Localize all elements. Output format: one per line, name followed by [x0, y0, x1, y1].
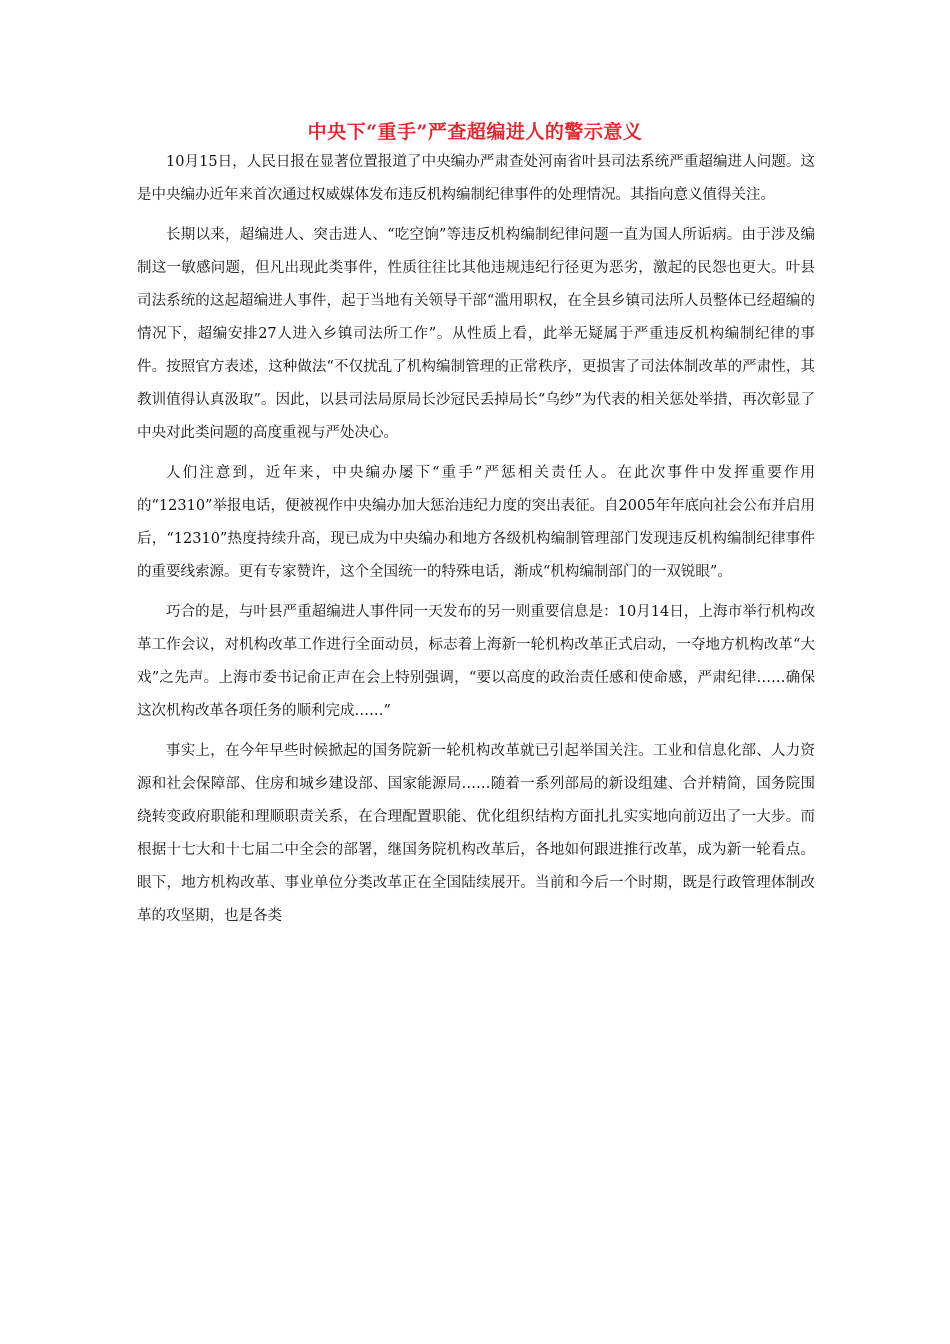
paragraph-3: 人们注意到，近年来，中央编办屡下“重手”严惩相关责任人。在此次事件中发挥重要作用的“12310”举报电话，便被视作中央编办加大惩治违纪力度的突出表征。自2005年年底向社会公布并启用后，“12310”热度持续升高，现已成为中央编办和地方各级机构编制管理部门发现违反机构编制纪律事件的重要线索源。更有专家赞许，这个全国统一的特殊电话，渐成“机构编制部门的一双锐眼”。	[137, 465, 815, 580]
paragraph-4: 巧合的是，与叶县严重超编进人事件同一天发布的另一则重要信息是：10月14日，上海市举行机构改革工作会议，对机构改革工作进行全面动员，标志着上海新一轮机构改革正式启动，一夺地方机构改革“大戏”之先声。上海市委书记俞正声在会上特别强调，“要以高度的政治责任感和使命感，严肃纪律……确保这次机构改革各项任务的顺利完成……”	[137, 604, 815, 719]
paragraph-1: 10月15日，人民日报在显著位置报道了中央编办严肃查处河南省叶县司法系统严重超编进人问题。这是中央编办近年来首次通过权威媒体发布违反机构编制纪律事件的处理情况。其指向意义值得关注。	[137, 154, 815, 203]
article-title: 中央下“重手”严查超编进人的警示意义	[307, 121, 643, 143]
paragraph-2: 长期以来，超编进人、突击进人、“吃空饷”等违反机构编制纪律问题一直为国人所诟病。由于涉及编制这一敏感问题，但凡出现此类事件，性质往往比其他违规违纪行径更为恶劣，激起的民怨也更大。叶县司法系统的这起超编进人事件，起于当地有关领导干部“滥用职权，在全县乡镇司法所人员整体已经超编的情况下，超编安排27人进入乡镇司法所工作”。从性质上看，此举无疑属于严重违反机构编制纪律的事件。按照官方表述，这种做法“不仅扰乱了机构编制管理的正常秩序，更损害了司法体制改革的严肃性，其教训值得认真汲取”。因此，以县司法局原局长沙冠民丢掉局长“乌纱”为代表的相关惩处举措，再次彰显了中央对此类问题的高度重视与严处决心。	[137, 227, 815, 441]
article-body	[137, 146, 815, 940]
paragraph-5: 事实上，在今年早些时候掀起的国务院新一轮机构改革就已引起举国关注。工业和信息化部、人力资源和社会保障部、住房和城乡建设部、国家能源局……随着一系列部局的新设组建、合并精简，国务院围绕转变政府职能和理顺职责关系，在合理配置职能、优化组织结构方面扎扎实实地向前迈出了一大步。而根据十七大和十七届二中全会的部署，继国务院机构改革后，各地如何跟进推行改革，成为新一轮看点。眼下，地方机构改革、事业单位分类改革正在全国陆续展开。当前和今后一个时期，既是行政管理体制改革的攻坚期，也是各类	[137, 743, 815, 924]
